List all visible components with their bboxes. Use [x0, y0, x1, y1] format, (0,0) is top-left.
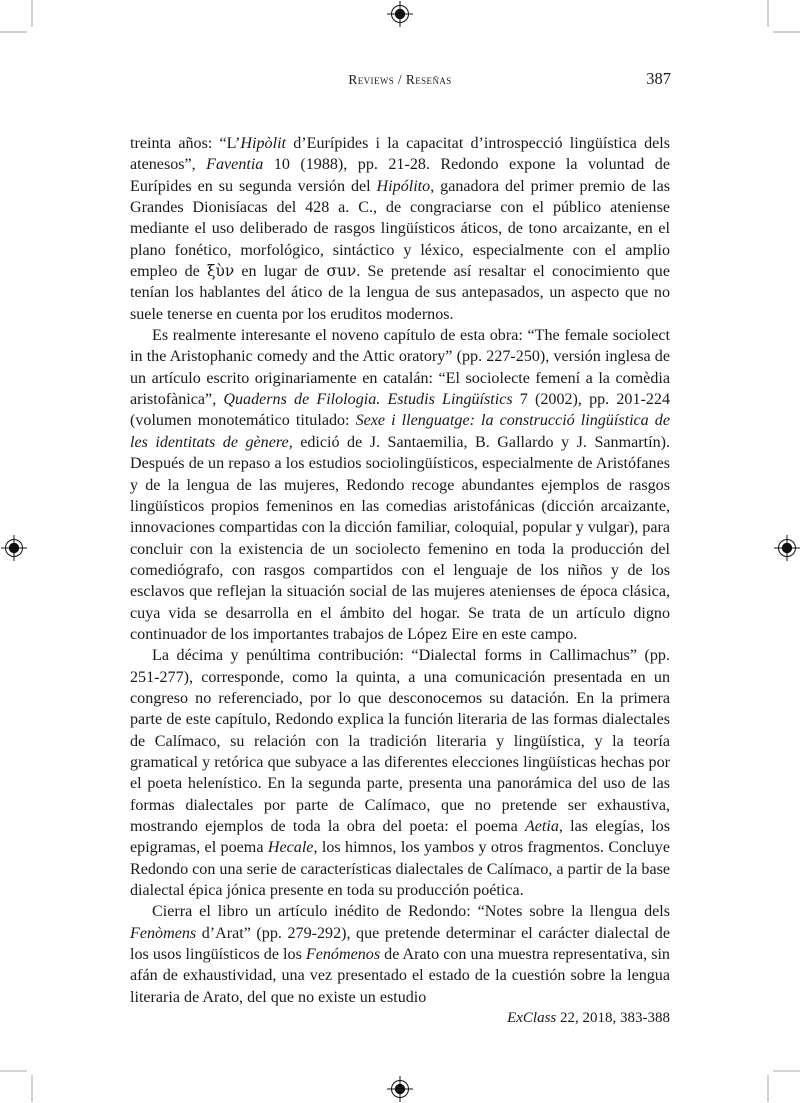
para-ninth-chapter [130, 325, 670, 645]
text-run: de Arato con una muestra representativa, sin afán de exhaustividad, una vez presentado el estado de la cuestión sobre la lengua literaria de Arato, del que no existe un estudio [130, 946, 670, 1006]
italic-title: Hecale [267, 839, 314, 857]
para-continued [130, 133, 670, 325]
text-run: , las elegías, los epigramas, el poema [130, 818, 670, 857]
crop-mark-top-right-vertical [767, 0, 769, 27]
para-tenth-contribution [130, 645, 670, 901]
page-number: 387 [646, 69, 671, 88]
italic-title: Fenómenos [305, 946, 381, 964]
italic-title: Fenòmens [130, 924, 197, 942]
body-text [130, 133, 670, 1008]
crop-mark-bottom-left-horizontal [0, 1070, 27, 1072]
text-run: , ganadora del primer premio de las Grandes Dionisíacas del 428 a. C., de congraciarse con el público ateniense mediante el uso deliberado de rasgos lingüísticos áticos, de tono arcaizante, en el plano fonético, morfológico, sintáctico y léxico, especialmente con el amplio empleo de [130, 177, 670, 281]
colophon-reference: 22, 2018, 383-388 [556, 1010, 670, 1026]
text-run: 10 (1988), pp. 21-28. Redondo expone la voluntad de Eurípides en su segunda versión del [130, 156, 670, 195]
text-run: , los himnos, los yambos y otros fragmentos. Concluye Redondo con una serie de características dialectales de Calímaco, a partir de la base dialectal épica jónica presente en toda su producción poética. [130, 839, 670, 900]
registration-mark-right-icon [774, 535, 800, 561]
running-head [130, 69, 671, 92]
text-run: treinta años: “L’ [130, 135, 241, 152]
italic-title: Hipólito [376, 177, 431, 195]
text-run: d’Eurípides i la capacitat d’introspecció lingüística dels atenesos”, [130, 135, 671, 174]
text-run: Es realmente interesante el noveno capítulo de esta obra: “The female sociolect in the Aristophanic comedy and the Attic oratory” (pp. 227-250), versión inglesa de un artículo escrito originariamente en catalán: “El sociolecte femení a la comèdia aristofànica”, [130, 327, 670, 409]
crop-mark-top-left-horizontal [0, 31, 27, 33]
greek-term: σuν [326, 262, 357, 281]
crop-mark-bottom-right-horizontal [773, 1070, 800, 1072]
text-run: La décima y penúltima contribución: “Dialectal forms in Callimachus” (pp. 251-277), corresponde, como la quinta, a una comunicación presentada en un congreso no referenciado, por lo que desconocemos su datación. En la primera parte de este capítulo, Redondo explica la función literaria de las formas dialectales de Calímaco, su relación con la tradición literaria y lingüística, y la teoría gramatical y retórica que subyace a las diferentes elecciones lingüísticas hechas por el poeta helenístico. En la segunda parte, presenta una panorámica del uso de las formas dialectales por parte de Calímaco, que no pretende ser exhaustiva, mostrando ejemplos de toda la obra del poeta: el poema [130, 647, 670, 835]
text-run: Cierra el libro un artículo inédito de Redondo: “Notes sobre la llengua dels [152, 903, 670, 921]
para-closing-article [130, 901, 670, 1008]
crop-mark-bottom-left-vertical [31, 1075, 33, 1102]
text-run: en lugar de [234, 263, 327, 281]
crop-mark-top-left-vertical [31, 0, 33, 27]
page-content [130, 0, 670, 1103]
italic-title: Aetia [524, 818, 559, 835]
registration-mark-left-icon [1, 535, 27, 561]
italic-title: Faventia [206, 156, 264, 174]
text-run: , edició de J. Santaemilia, B. Gallardo y J. Sanmartín). Después de un repaso a los estudios sociolingüísticos, especialmente de Aristófanes y de la lengua de las mujeres, Redondo recoge abundantes ejemplos de rasgos lingüísticos propios femeninos en las comedias aristofánicas (dicción arcaizante, innovaciones compartidas con la dicción familiar, coloquial, popular y vulgar), para concluir con la existencia de un sociolecto femenino en toda la producción del comediógrafo, con rasgos compartidos con el lenguaje de los niños y de los esclavos que reflejan la situación social de las mujeres atenienses de época clásica, cuya vida se desarrolla en el ámbito del hogar. Se trata de un artículo digno continuador de los importantes trabajos de López Eire en este campo. [130, 433, 670, 643]
text-run: 7 (2002), pp. 201-224 (volumen monotemático titulado: [130, 391, 670, 430]
running-head-title: Reviews / Reseñas [348, 72, 452, 87]
colophon [130, 1010, 670, 1027]
crop-mark-bottom-right-vertical [767, 1075, 769, 1102]
italic-title: Hipòlit [240, 135, 287, 152]
italic-title: Quaderns de Filologia. Estudis Lingüístics [223, 391, 513, 409]
crop-mark-top-right-horizontal [773, 31, 800, 33]
greek-term: ξὺν [207, 262, 235, 281]
italic-title: Sexe i llenguatge: la construcció lingüística de les identitats de gènere [130, 412, 670, 451]
text-run: d’Arat” (pp. 279-292), que pretende determinar el carácter dialectal de los usos lingüísticos de los [130, 924, 670, 964]
colophon-journal-title: ExClass [507, 1010, 557, 1026]
text-run: . Se pretende así resaltar el conocimiento que tenían los hablantes del ático de la lengua de sus antepasados, un aspecto que no suele tenerse en cuenta por los eruditos modernos. [130, 263, 670, 323]
